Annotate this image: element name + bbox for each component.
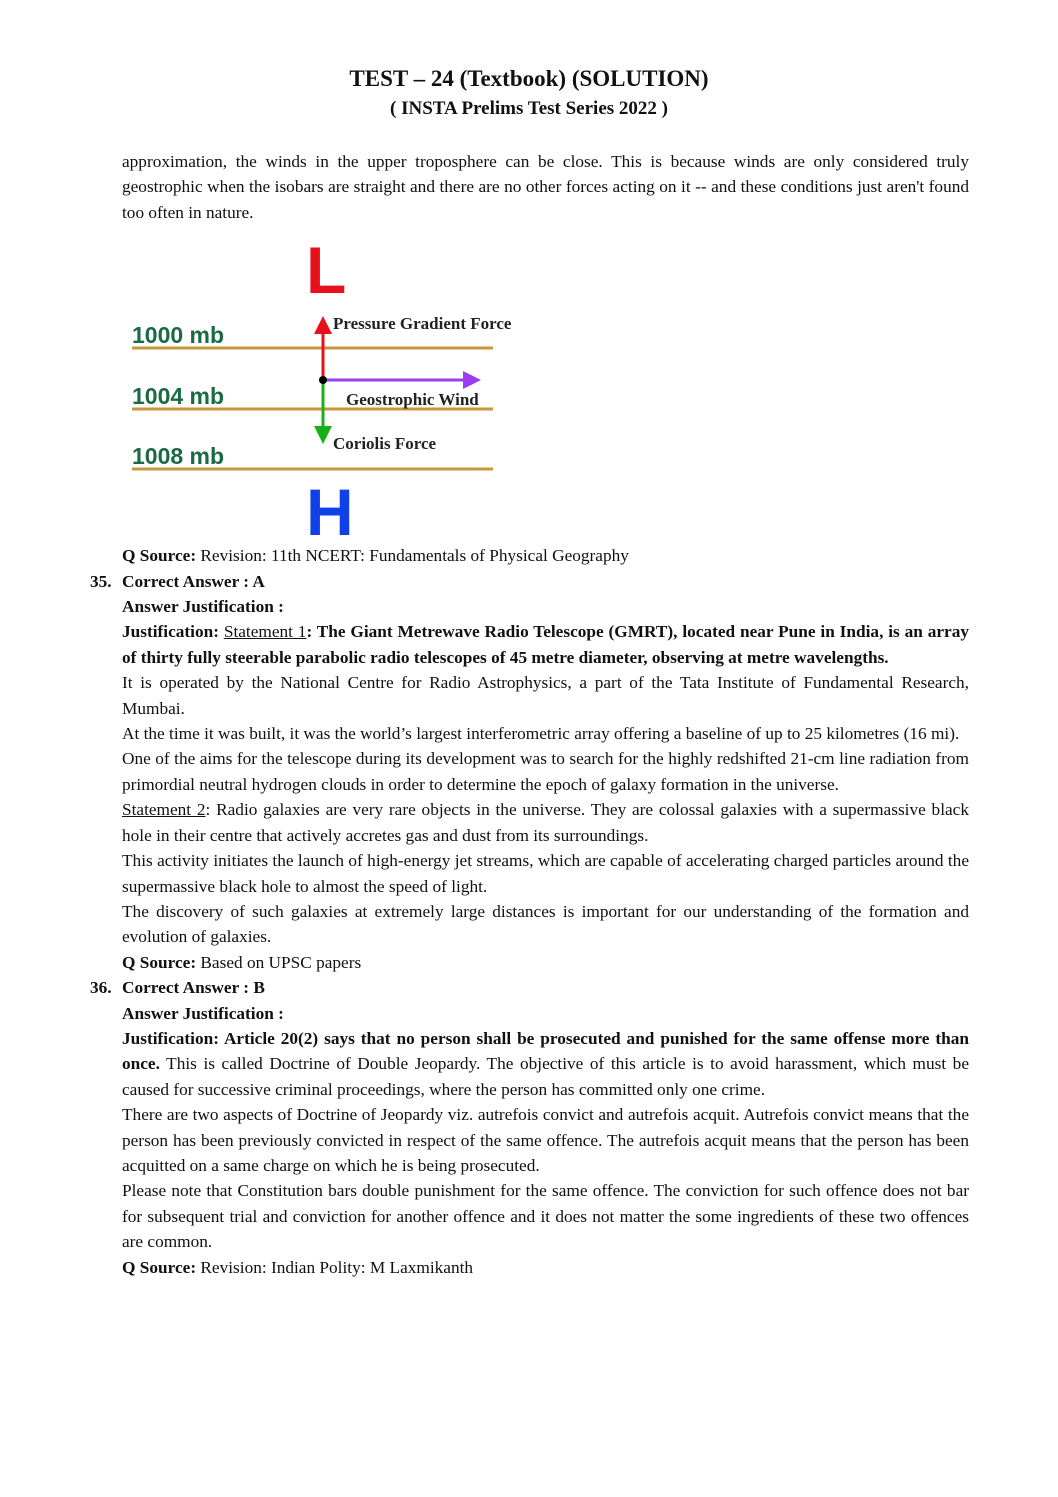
q35-aj-heading: Answer Justification :: [122, 597, 284, 617]
q36-paragraph: Please note that Constitution bars double punishment for the same offence. The conviction for such offence does not bar for subsequent trial and conviction for another offence and it does not matter the some ingredients of these two offences are common.: [122, 1181, 969, 1252]
q35-paragraph: One of the aims for the telescope during its development was to search for the highly redshifted 21-cm line radiation from primordial neutral hydrogen clouds in order to determine the epoch of galaxy formation in the universe.: [122, 749, 969, 794]
isobar-label: 1004 mb: [132, 383, 225, 410]
isobar-label: 1000 mb: [132, 322, 225, 349]
low-pressure-label: L: [306, 233, 347, 308]
q35-paragraph: This activity initiates the launch of high-energy jet streams, which are capable of accelerating charged particles around the supermassive black hole to almost the speed of light.: [122, 851, 969, 896]
q36-answer: 36. Correct Answer : B: [90, 978, 265, 998]
q36-justification: Justification: Article 20(2) says that no person shall be prosecuted and punished for the same offense more than once. This is called Doctrine of Double Jeopardy. The objective of this article is to avoid harassment, which must be caused for successive criminal proceedings, where the person has committed only one crime.: [122, 1028, 969, 1099]
coriolis-label: Coriolis Force: [333, 434, 437, 454]
q35-paragraph: The discovery of such galaxies at extremely large distances is important for our understanding of the formation and evolution of galaxies.: [122, 901, 969, 947]
q35-statement-2: Statement 2: Radio galaxies are very rare objects in the universe. They are colossal galaxies with a supermassive black hole in their centre that actively accretes gas and dust from its surroundings.: [122, 800, 969, 845]
q36-aj-heading: Answer Justification :: [122, 1003, 284, 1023]
parcel-dot: [319, 376, 327, 384]
q35-justification: Justification: Statement 1: The Giant Metrewave Radio Telescope (GMRT), located near Pune in India, is an array of thirty fully steerable parabolic radio telescopes of 45 metre diameter, observing at metre wavelengths.: [122, 622, 969, 667]
q35-paragraph: It is operated by the National Centre for Radio Astrophysics, a part of the Tata Institute of Fundamental Research, Mumbai.: [122, 673, 969, 718]
isobar-label: 1008 mb: [132, 443, 225, 470]
wind-label: Geostrophic Wind: [346, 390, 479, 410]
q35-source: Q Source: Based on UPSC papers: [122, 952, 362, 972]
page-title: TEST – 24 (Textbook) (SOLUTION): [349, 66, 709, 91]
document-body: [90, 149, 969, 1280]
q35-paragraph: At the time it was built, it was the world’s largest interferometric array offering a baseline of up to 25 kilometres (16 mi).: [122, 724, 960, 744]
q35-answer: 35. Correct Answer : A: [90, 571, 265, 591]
q36-paragraph: There are two aspects of Doctrine of Jeopardy viz. autrefois convict and autrefois acquit. Autrefois convict means that the person has been previously convicted in respect of the same offence. The autrefois acquit means that the person has been acquitted on a same charge on which he is being prosecuted.: [122, 1105, 969, 1175]
intro-paragraph: approximation, the winds in the upper troposphere can be close. This is because winds are only considered truly geostrophic when the isobars are straight and there are no other forces acting on it -- and these conditions just aren't found too often in nature.: [122, 152, 969, 222]
q34-source: Q Source: Revision: 11th NCERT: Fundamentals of Physical Geography: [122, 546, 629, 566]
high-pressure-label: H: [306, 475, 354, 544]
geostrophic-wind-diagram: [120, 233, 560, 543]
pgf-label: Pressure Gradient Force: [333, 314, 512, 334]
q36-source: Q Source: Revision: Indian Polity: M Laxmikanth: [122, 1257, 474, 1277]
page-subtitle: ( INSTA Prelims Test Series 2022 ): [390, 98, 668, 119]
